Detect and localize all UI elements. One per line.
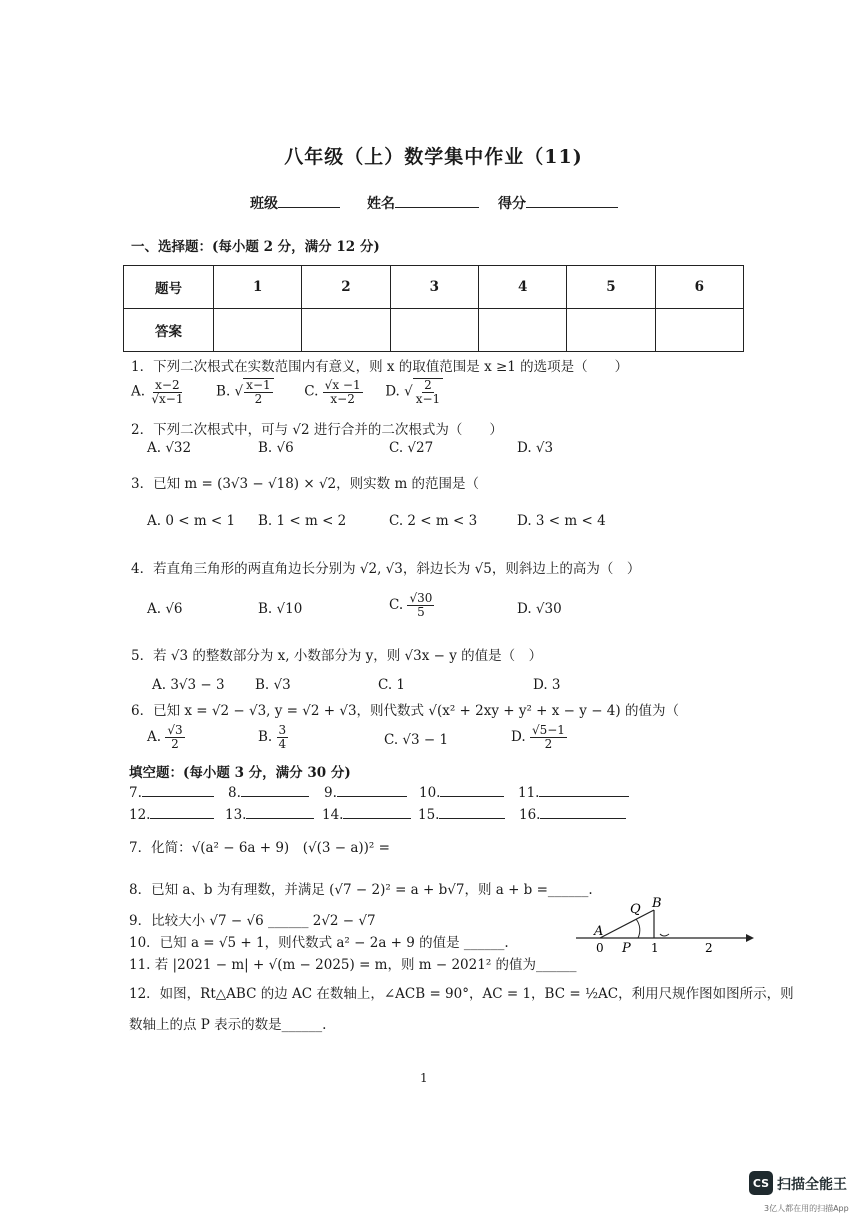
q1-b-denominator: 2 [254,392,263,407]
fill-input-16[interactable] [540,805,626,819]
table-row-head-answer: 答案 [124,309,214,352]
scanner-tagline: 3亿人都在用的扫描App [764,1204,849,1213]
fill-input-10[interactable] [440,783,504,797]
name-blank [395,193,479,208]
q6-option-b-label: B. [258,729,273,746]
q1-c-denominator: x−2 [330,391,355,406]
q6-option-d-label: D. [511,729,526,746]
point-p-label: P [622,941,631,956]
tick-0-label: 0 [596,941,604,955]
fill-label-9: 9. [324,785,337,801]
fill-blank-7 [129,783,214,801]
axis-arrow-icon [746,934,754,942]
question-4-stem: 4．若直角三角形的两直角边长分别为 √2, √3，斜边长为 √5，则斜边上的高为（ ） [131,561,641,577]
q5-option-a: A. 3√3 − 3 [152,677,225,693]
q1-option-b-label: B. [216,383,231,400]
q1-a-numerator: x−2 [155,377,180,392]
q6-d-denominator: 2 [544,737,553,752]
fill-blank-8 [228,783,309,801]
fill-input-8[interactable] [241,783,309,797]
fill-label-13: 13. [225,807,247,823]
q6-option-a [147,724,185,751]
point-a-label: A [594,924,604,939]
q4-option-c [389,592,434,619]
fill-input-11[interactable] [539,783,629,797]
fill-label-12: 12. [129,807,151,823]
point-q-label: Q [630,902,641,917]
fill-input-12[interactable] [150,805,214,819]
q6-option-a-fraction [165,724,184,751]
class-blank [278,193,340,208]
q5-option-c: C. 1 [378,677,406,693]
q4-option-d: D. √30 [517,601,562,617]
q4-option-b: B. √10 [258,601,303,617]
hypotenuse-ab [600,910,654,938]
q4-c-numerator: √30 [409,591,433,605]
q6-b-numerator: 3 [278,723,287,737]
answer-cell-6[interactable] [655,309,743,352]
question-f8: 8．已知 a、b 为有理数，并满足 (√7 − 2)² = a + b√7，则 a + b =______. [129,882,593,898]
q3-option-b: B. 1 < m < 2 [258,513,347,529]
q1-d-numerator: 2 [424,378,432,392]
fill-input-13[interactable] [246,805,314,819]
q1-option-a-label: A. [131,383,146,400]
fill-blank-10 [419,783,504,801]
question-5-stem: 5．若 √3 的整数部分为 x, 小数部分为 y，则 √3x − y 的值是（ ） [131,648,543,664]
class-label: 班级 [250,196,278,212]
answer-cell-1[interactable] [214,309,302,352]
q1-option-d-label: D. [385,383,400,400]
table-col-5: 5 [567,266,655,309]
point-b-label: B [652,896,662,911]
fill-label-14: 14. [322,807,344,823]
table-col-2: 2 [302,266,390,309]
q3-option-a: A. 0 < m < 1 [147,513,236,529]
q6-option-c: C. √3 − 1 [384,732,449,748]
fill-label-11: 11. [518,785,540,801]
q6-b-denominator: 4 [278,737,287,752]
q6-option-b-fraction [277,724,289,751]
q6-a-numerator: √3 [167,723,183,737]
fill-blank-15 [418,805,505,823]
scanner-app-name: 扫描全能王 [777,1177,847,1193]
question-f10: 10．已知 a = √5 + 1，则代数式 a² − 2a + 9 的值是 ______. [129,935,509,951]
section2-heading: 填空题：(每小题 3 分，满分 30 分) [129,765,351,781]
fill-input-14[interactable] [343,805,411,819]
fill-blank-9 [324,783,407,801]
table-col-3: 3 [390,266,478,309]
q4-c-denominator: 5 [417,605,425,620]
q6-d-numerator: √5−1 [531,723,565,737]
answer-cell-5[interactable] [567,309,655,352]
q1-option-b-fraction [243,378,273,406]
q1-a-denominator: √x−1 [151,391,184,406]
name-field [367,193,479,213]
question-3-stem: 3．已知 m = (3√3 − √18) × √2，则实数 m 的范围是（ [131,476,480,492]
fill-label-7: 7. [129,785,142,801]
q4-option-a: A. √6 [147,601,183,617]
q1-d-denominator: x−1 [415,392,441,407]
q1-b-numerator: x−1 [246,378,271,392]
q4-option-c-label: C. [389,597,404,614]
question-f9: 9．比较大小 √7 − √6 ______ 2√2 − √7 [129,913,376,929]
page-title: 八年级（上）数学集中作业（11) [284,146,583,168]
q6-option-d [511,724,567,751]
q6-option-d-fraction [530,724,567,751]
fill-label-15: 15. [418,807,440,823]
score-field [498,193,618,213]
q1-option-d-fraction [413,378,443,406]
q1-c-numerator: √x −1 [324,377,361,392]
scanner-logo-icon: CS [749,1171,773,1195]
q5-option-b: B. √3 [255,677,291,693]
question-1-stem: 1．下列二次根式在实数范围内有意义，则 x 的取值范围是 x ≥1 的选项是（ ） [131,359,629,375]
q2-option-d: D. √3 [517,440,554,456]
page-number: 1 [420,1071,428,1085]
q2-option-c: C. √27 [389,440,434,456]
score-label: 得分 [498,196,526,212]
q5-option-d: D. 3 [533,677,561,693]
table-col-4: 4 [478,266,566,309]
tick-2-label: 2 [705,941,713,955]
question-2-stem: 2．下列二次根式中，可与 √2 进行合并的二次根式为（ ） [131,422,503,438]
table-row-head-number: 题号 [124,266,214,309]
q1-option-a-fraction [149,379,185,406]
q1-option-c-fraction [323,379,363,406]
q6-a-denominator: 2 [171,737,179,752]
fill-input-15[interactable] [439,805,505,819]
answer-table [123,265,744,352]
arc-bq [636,919,640,938]
section1-heading: 一、选择题：(每小题 2 分，满分 12 分) [131,239,380,255]
fill-blank-12 [129,805,214,823]
question-f12-line2: 数轴上的点 P 表示的数是______. [129,1017,327,1033]
q2-option-a: A. √32 [147,440,192,456]
fill-blank-13 [225,805,314,823]
score-blank [526,193,618,208]
q3-option-c: C. 2 < m < 3 [389,513,478,529]
answer-cell-4[interactable] [478,309,566,352]
fill-blank-11 [518,783,629,801]
table-col-1: 1 [214,266,302,309]
number-line-figure [574,890,754,960]
question-6-stem: 6．已知 x = √2 − √3, y = √2 + √3，则代数式 √(x² + 2xy + y² + x − y − 4) 的值为（ [131,703,679,719]
question-f11: 11. 若 |2021 − m| + √(m − 2025) = m，则 m − 2021² 的值为______ [129,957,577,973]
q1-option-c-label: C. [304,383,319,400]
fill-label-10: 10. [419,785,441,801]
fill-blank-14 [322,805,411,823]
q6-option-a-label: A. [147,729,162,746]
fill-input-7[interactable] [142,783,214,797]
fill-input-9[interactable] [337,783,407,797]
table-col-6: 6 [655,266,743,309]
name-label: 姓名 [367,196,395,212]
q3-option-d: D. 3 < m < 4 [517,513,606,529]
answer-cell-2[interactable] [302,309,390,352]
question-f12-line1: 12．如图，Rt△ABC 的边 AC 在数轴上，∠ACB = 90°，AC = 1，BC = ½AC，利用尺规作图如图所示，则 [129,986,794,1002]
fill-blank-16 [519,805,626,823]
construction-arc [660,934,669,936]
question-f7: 7．化简：√(a² − 6a + 9) (√(3 − a))² = [129,840,390,856]
fill-label-16: 16. [519,807,541,823]
q6-option-b [258,724,288,751]
question-1-options: A. $\frac{x-2}{√x-1}$ B. √ $\frac{x-1}{2}$ C. $\frac{√x -1}{x-2}$ D. √ $\frac{2}{x-1}$ [131,378,443,406]
q2-option-b: B. √6 [258,440,294,456]
fill-label-8: 8. [228,785,241,801]
tick-1-label: 1 [651,941,659,955]
class-field [250,193,340,213]
answer-cell-3[interactable] [390,309,478,352]
q4-option-c-fraction [407,592,434,619]
